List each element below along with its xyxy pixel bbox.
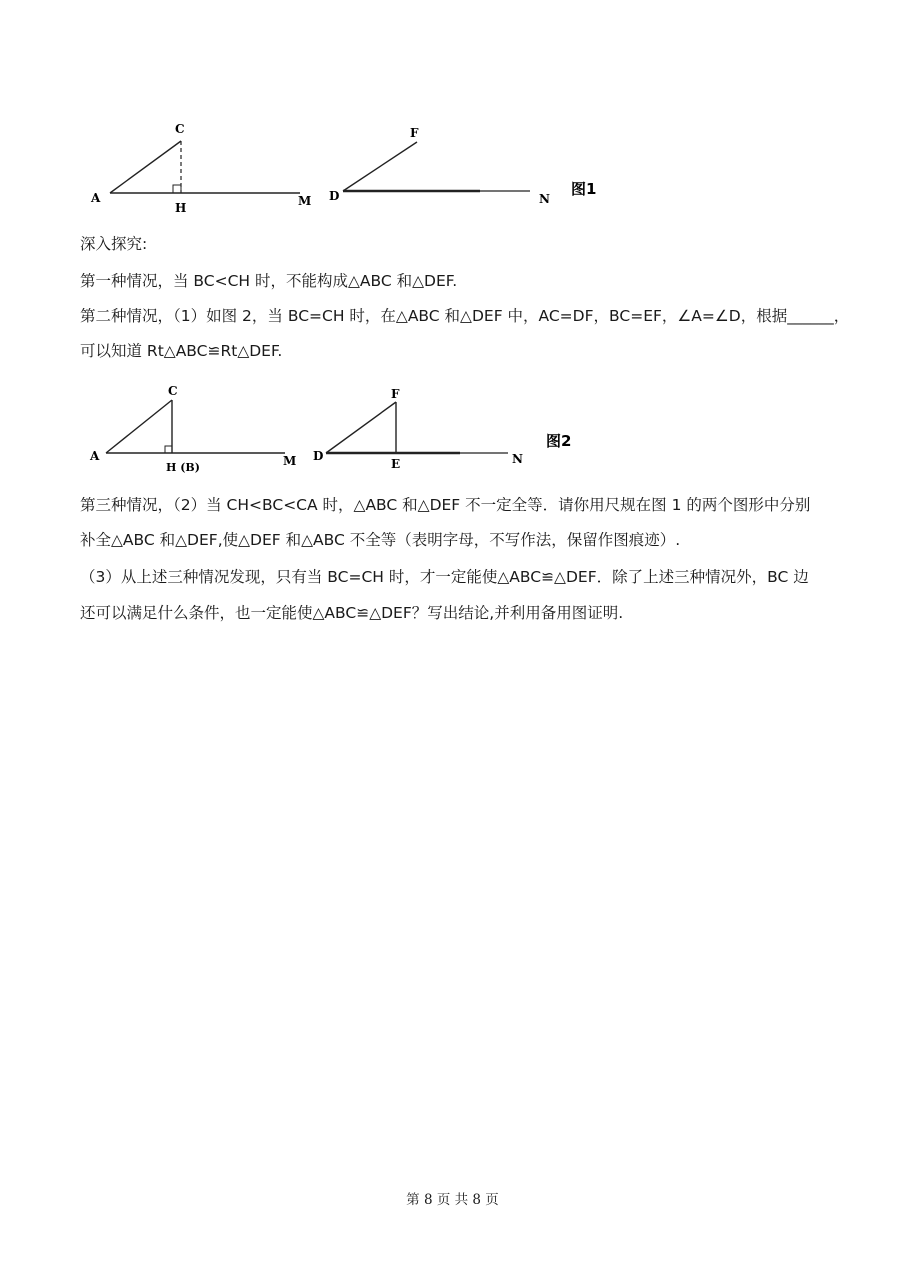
figure-2-caption: 图2 (546, 432, 572, 450)
right-angle-mark (165, 446, 172, 453)
segment-ac (110, 141, 181, 193)
question-3-line-2: 还可以满足什么条件，也一定能使△ABC≌△DEF？写出结论,并利用备用图证明. (80, 604, 624, 622)
case-1-text: 第一种情况，当 BC<CH 时，不能构成△ABC 和△DEF. (80, 272, 458, 290)
page-footer: 第 8 页 共 8 页 (406, 1192, 499, 1208)
case-3-line-2: 补全△ABC 和△DEF,使△DEF 和△ABC 不全等（表明字母，不写作法，保留作图痕迹）. (80, 531, 681, 549)
figure-1 (0, 110, 905, 220)
label-d: D (313, 449, 324, 463)
label-m: M (298, 194, 312, 208)
case-2-line-2: 可以知道 Rt△ABC≌Rt△DEF. (80, 342, 283, 360)
label-d: D (329, 189, 340, 203)
label-h: H (175, 201, 187, 215)
case-3-line-1: 第三种情况，（2）当 CH<BC<CA 时，△ABC 和△DEF 不一定全等．请你用尺规在图 1 的两个图形中分别 (80, 496, 811, 514)
label-e: E (391, 457, 401, 471)
label-c: C (168, 384, 178, 398)
segment-ac (106, 400, 172, 453)
label-a: A (90, 449, 100, 463)
label-n: N (512, 452, 523, 466)
label-n: N (539, 192, 550, 206)
figure-2 (0, 380, 905, 480)
question-3-line-1: （3）从上述三种情况发现，只有当 BC=CH 时，才一定能使△ABC≌△DEF．除了上述三种情况外，BC 边 (80, 568, 809, 586)
right-angle-mark (173, 185, 181, 193)
label-f: F (410, 126, 419, 140)
label-c: C (175, 122, 185, 136)
label-f: F (391, 387, 400, 401)
label-m: M (283, 454, 297, 468)
label-h-b: H (B) (166, 461, 200, 474)
figure-1-caption: 图1 (571, 180, 597, 198)
segment-df (343, 142, 417, 191)
segment-df (326, 402, 396, 453)
case-2-line-1: 第二种情况，（1）如图 2，当 BC=CH 时，在△ABC 和△DEF 中，AC=DF，BC=EF，∠A=∠D，根据______， (80, 307, 850, 325)
label-a: A (91, 191, 101, 205)
explore-title: 深入探究: (80, 235, 148, 253)
